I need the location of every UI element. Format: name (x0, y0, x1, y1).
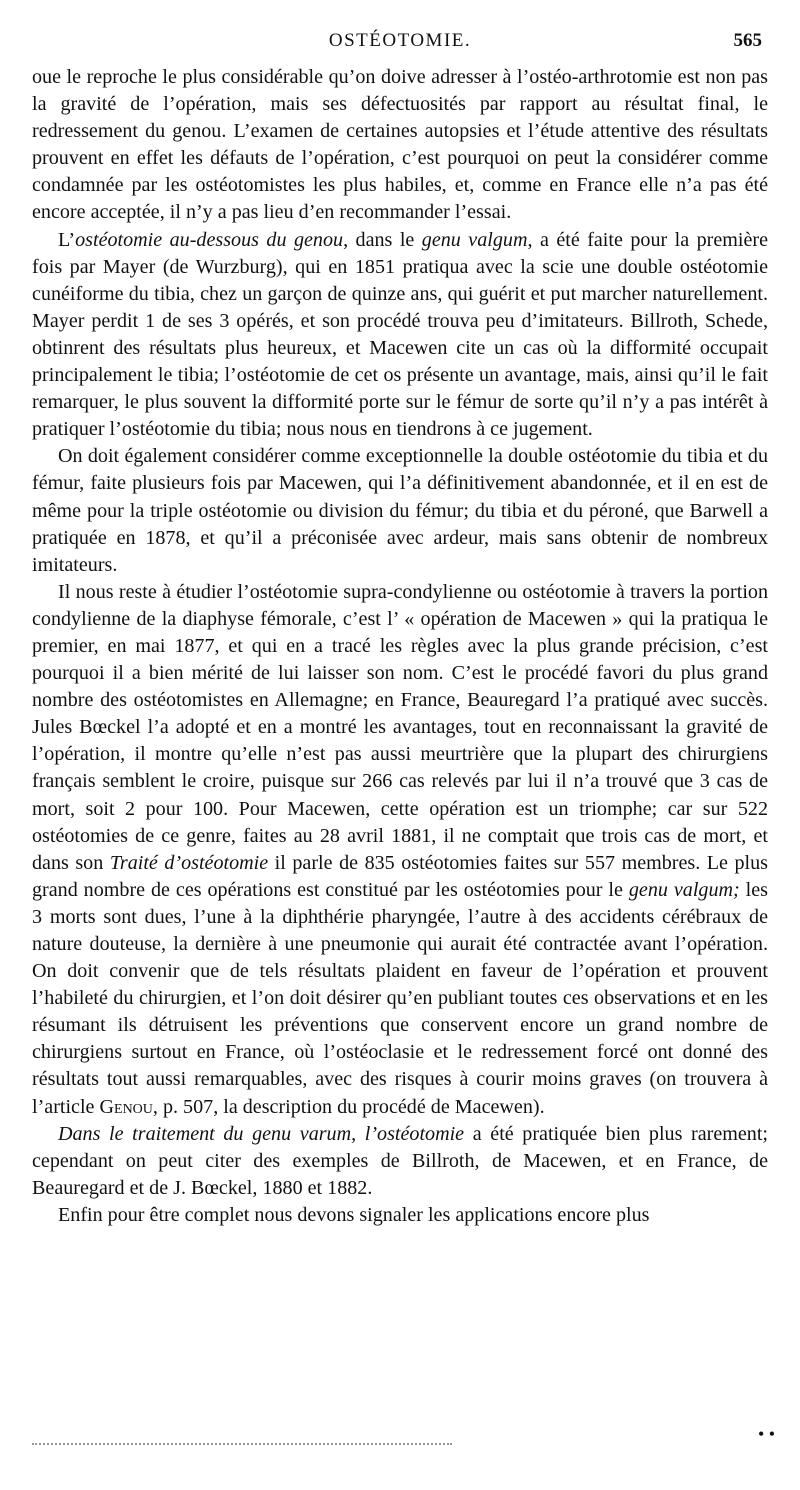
body-text (32, 64, 768, 1229)
p4-italic-1: Traité d’ostéotomie (109, 851, 269, 874)
p4-text-1: Il nous reste à étudier l’ostéotomie supra-condylienne ou ostéotomie à travers la portion condylienne de la diaphyse fémorale, c’est l’ « opération de Macewen » qui la pratiqua le premier, en mai 1877, et qui en a tracé les règles avec la plus grande précision, c’est pourquoi il a bien mérité de lui laisser son nom. C’est le procédé favori du plus grand nombre des ostéotomistes en Allemagne; en France, Beauregard l’a pratiqué avec succès. Jules Bœckel l’a adopté et en a montré les avantages, tout en reconnaissant la gravité de l’opération, il montre qu’elle n’est pas aussi meurtrière que la plupart des chirurgiens français semblent le croire, puisque sur 266 cas relevés par lui il n’a trouvé que 3 cas de mort, soit 2 pour 100. Pour Macewen, cette opération est un triomphe; car sur 522 ostéotomies de ce genre, faites au 28 avril 1881, il ne comptait que trois cas de mort, et dans son (32, 580, 768, 874)
p2-italic-2: genu valgum (421, 228, 528, 251)
p4-text-4: , p. 507, la description du procédé de Macewen). (152, 1095, 545, 1118)
p5-italic-1: Dans le traitement du genu varum, l’ostéotomie (58, 1122, 465, 1145)
corner-mark: • • (758, 1424, 776, 1444)
p4-text-2: il parle de 835 ostéotomies faites sur 557 membres. Le plus grand nombre de ces opérations est constitué par les ostéotomies pour le (32, 851, 768, 901)
p2-text-1: L’ (58, 228, 76, 251)
paragraph-3: On doit également considérer comme exceptionnelle la double ostéotomie du tibia et du fémur, faite plusieurs fois par Macewen, qui l’a définitivement abandonnée, et il en est de même pour la triple ostéotomie ou division du fémur; du tibia et du péroné, que Barwell a pratiquée en 1878, et qu’il a préconisée avec ardeur, mais sans obtenir de nombreux imitateurs. (32, 445, 768, 576)
paragraph-5 (32, 1121, 768, 1202)
page-number: 565 (733, 30, 762, 51)
paragraph-4 (32, 579, 768, 1121)
paragraph-1: oue le reproche le plus considérable qu’on doive adresser à l’ostéo-arthrotomie est non pas la gravité de l’opération, mais ses défectuosités par rapport au résultat final, le redressement du genou. L’examen de certaines autopsies et l’étude attentive des résultats prouvent en effet les défauts de l’opération, c’est pourquoi on peut la considérer comme condamnée par les ostéotomistes les plus habiles, et, comme en France elle n’a pas été encore acceptée, il n’y a pas lieu d’en recommander l’essai. (32, 66, 768, 224)
p4-italic-2: genu valgum; (628, 878, 740, 901)
running-title: OSTÉOTOMIE. (328, 30, 472, 51)
paragraph-2 (32, 227, 768, 444)
p4-smallcaps-genou: Genou (99, 1095, 153, 1118)
p2-text-2: , dans le (343, 228, 422, 251)
footer-rule (32, 1443, 452, 1445)
p5-text-1: a été pratiquée bien plus rarement; cependant on peut citer des exemples de Billroth, de Macewen, et en France, de Beauregard et de J. Bœckel, 1880 et 1882. (32, 1122, 768, 1199)
p2-text-3: , a été faite pour la première fois par Mayer (de Wurzburg), qui en 1851 pratiqua avec la scie une double ostéotomie cunéiforme du tibia, chez un garçon de quinze ans, qui guérit et put marcher naturellement. Mayer perdit 1 de ses 3 opérés, et son procédé trouva peu d’imitateurs. Billroth, Schede, obtinrent des résultats plus heureux, et Macewen cite un cas où la difformité occupait principalement le tibia; l’ostéotomie de cet os présente un avantage, mais, ainsi qu’il le fait remarquer, le plus souvent la difformité porte sur le fémur de sorte qu’il n’y a pas intérêt à pratiquer l’ostéotomie du tibia; nous nous en tiendrons à ce jugement. (32, 228, 768, 441)
p2-italic-1: ostéotomie au-dessous du genou (75, 228, 344, 251)
p4-text-3: les 3 morts sont dues, l’une à la diphthérie pharyngée, l’autre à des accidents cérébraux de nature douteuse, la dernière à une pneumonie qui aurait été contractée avant l’opération. On doit convenir que de tels résultats plaident en faveur de l’opération et prouvent l’habileté du chirurgien, et l’on doit désirer qu’en publiant toutes ces observations et en les résumant ils détruisent les préventions que conservent encore un grand nombre de chirurgiens surtout en France, où l’ostéoclasie et le redressement forcé ont donné des résultats tout aussi remarquables, avec des risques à courir moins graves (on trouvera à l’article (32, 878, 768, 1118)
page-header (32, 30, 768, 60)
paragraph-6: Enfin pour être complet nous devons signaler les applications encore plus (58, 1203, 650, 1226)
